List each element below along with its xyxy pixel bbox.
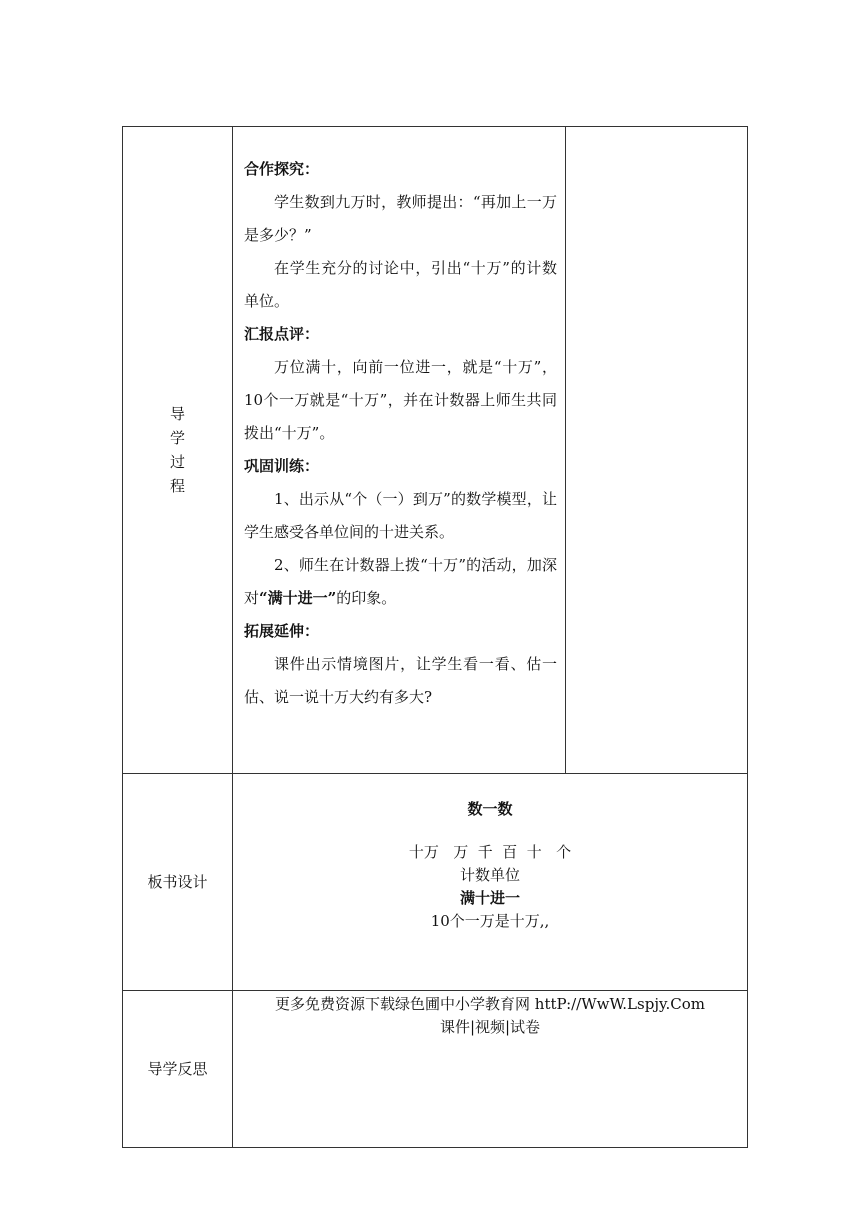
paragraph: 在学生充分的讨论中，引出“十万”的计数单位。 <box>244 259 557 310</box>
section-heading-report: 汇报点评： <box>244 325 320 343</box>
emphasis-text: “满十进一” <box>259 589 337 607</box>
board-units-caption: 计数单位 <box>459 866 520 884</box>
lesson-plan-table <box>122 126 748 1148</box>
paragraph-text: 2、师生在计数器上拨“十万”的活动，加深对 <box>244 556 557 607</box>
paragraph: 课件出示情境图片，让学生看一看、估一估、说一说十万大约有多大? <box>244 655 557 706</box>
process-label-char: 程 <box>169 477 185 495</box>
section-heading-practice: 巩固训练： <box>244 457 320 475</box>
board-title: 数一数 <box>467 800 513 818</box>
board-label: 板书设计 <box>123 774 233 991</box>
reflect-row <box>123 991 748 1148</box>
paragraph: 学生数到九万时，教师提出：“再加上一万是多少？” <box>244 193 557 244</box>
section-heading-cooperative: 合作探究： <box>244 160 320 178</box>
board-units-line: 十万 万 千 百 十 个 <box>408 843 572 861</box>
board-content-cell <box>233 774 748 991</box>
reflect-content-cell <box>233 991 748 1148</box>
process-label-char: 学 <box>169 429 185 447</box>
paragraph-with-emphasis <box>244 549 557 615</box>
process-label-char: 过 <box>169 453 185 471</box>
paragraph: 1、出示从“个（一）到万”的数学模型，让学生感受各单位间的十进关系。 <box>244 490 557 541</box>
board-rule: 满十进一 <box>459 889 520 907</box>
paragraph-text: 的印象。 <box>336 589 397 607</box>
board-row <box>123 774 748 991</box>
section-heading-extension: 拓展延伸： <box>244 622 320 640</box>
process-label-cell <box>123 127 233 774</box>
reflect-label: 导学反思 <box>123 991 233 1148</box>
resource-line: 更多免费资源下载绿色圃中小学教育网 httP://WwW.Lspjy.Com <box>275 995 705 1013</box>
paragraph: 万位满十，向前一位进一，就是“十万”，10个一万就是“十万”，并在计数器上师生共同拨出“十万”。 <box>244 358 557 442</box>
notes-cell <box>566 127 748 774</box>
board-fact: 10个一万是十万,, <box>430 912 550 930</box>
resource-links: 课件|视频|试卷 <box>439 1018 541 1036</box>
process-label <box>123 402 232 498</box>
process-row <box>123 127 748 774</box>
process-label-char: 导 <box>169 405 185 423</box>
process-content-cell <box>233 127 566 774</box>
